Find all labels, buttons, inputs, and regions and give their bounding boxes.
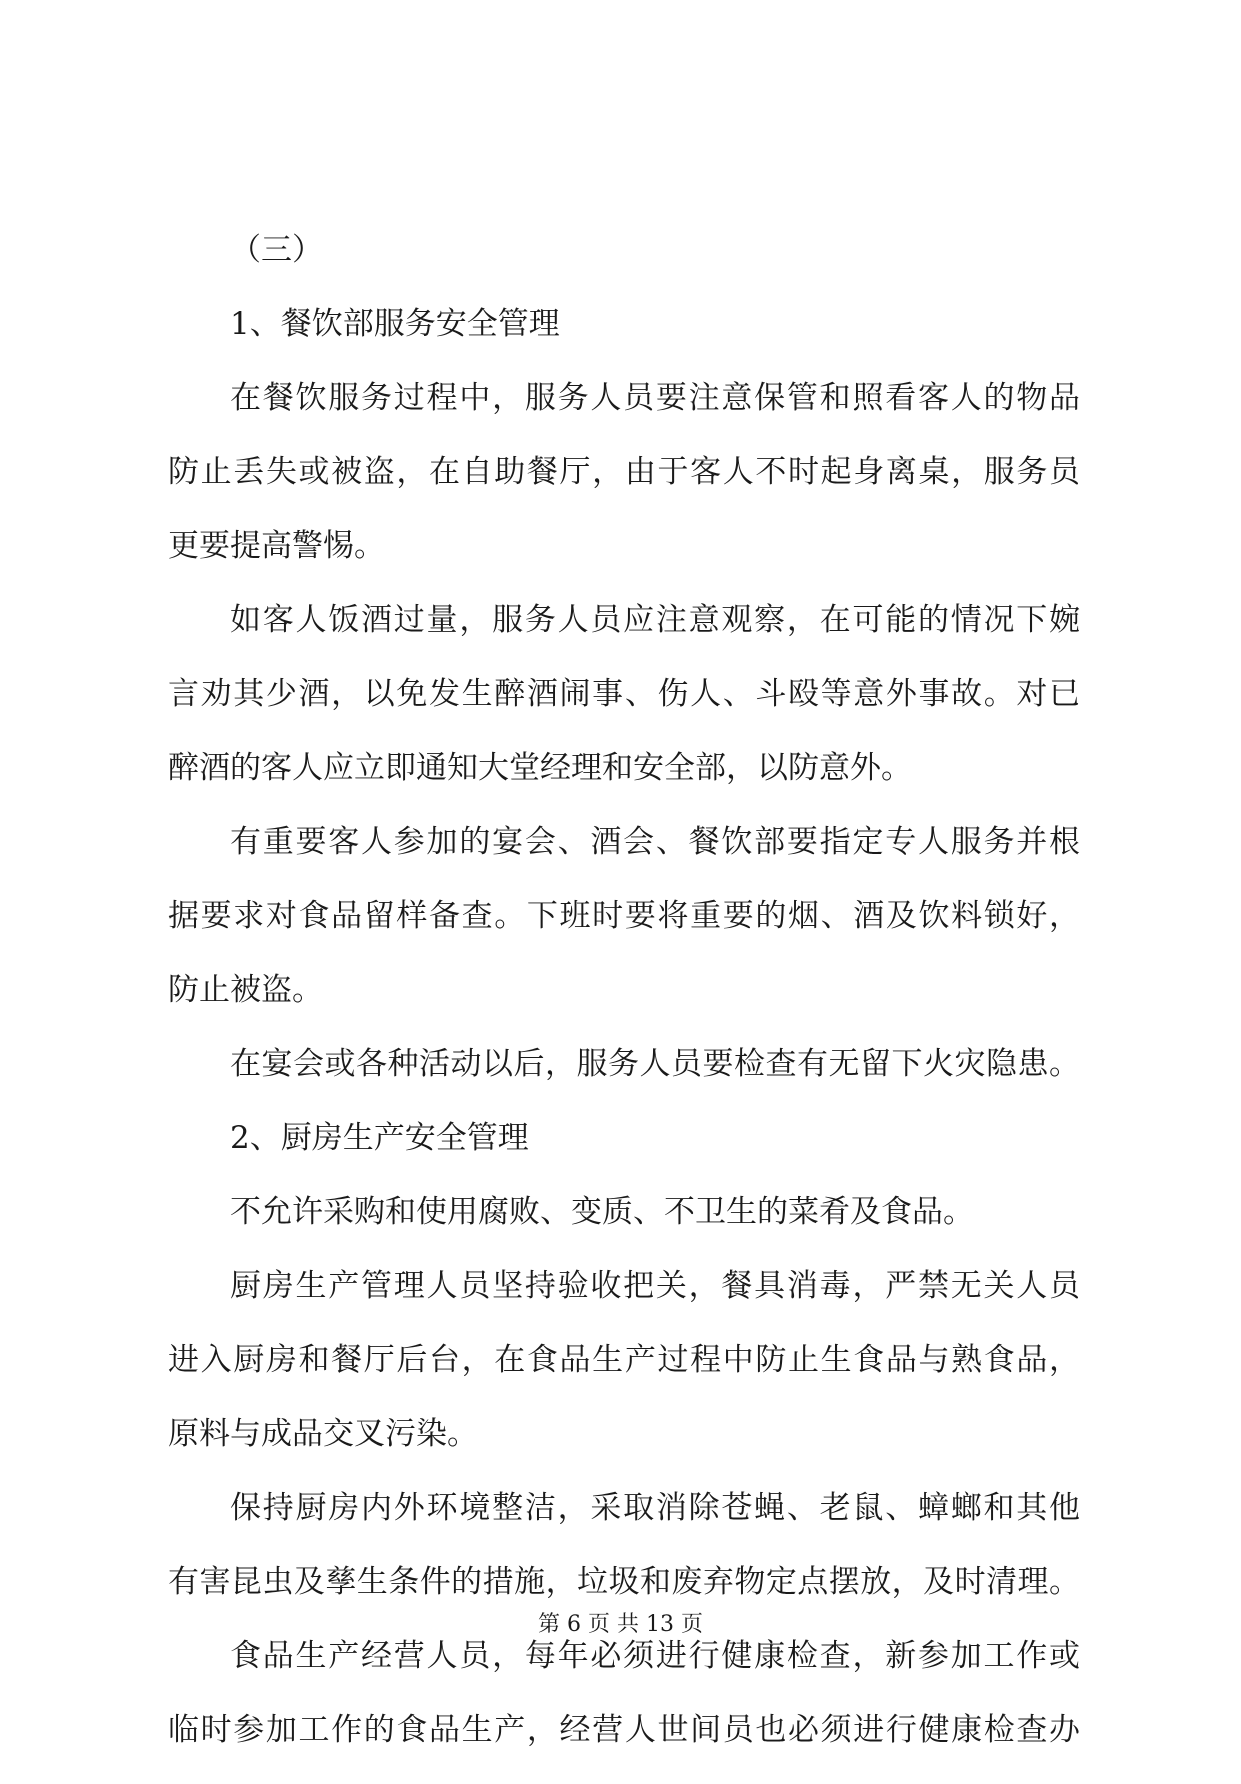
text-line: 不允许采购和使用腐败、变质、不卫生的菜肴及食品。 [230,1194,974,1230]
text-line: 有害昆虫及孳生条件的措施，垃圾和废弃物定点摆放，及时清理。 [168,1564,1080,1600]
text-line: 如客人饭酒过量，服务人员应注意观察，在可能的情况下婉 [230,602,1080,638]
text-line: 在宴会或各种活动以后，服务人员要检查有无留下火灾隐患。 [230,1046,1080,1082]
text-line: 在餐饮服务过程中，服务人员要注意保管和照看客人的物品 [230,380,1080,416]
text-line: 有重要客人参加的宴会、酒会、餐饮部要指定专人服务并根 [230,824,1080,860]
text-line: 保持厨房内外环境整洁，采取消除苍蝇、老鼠、蟑螂和其他 [230,1490,1080,1526]
text-line: 防止被盗。 [168,972,323,1008]
text-line: 进入厨房和餐厅后台，在食品生产过程中防止生食品与熟食品， [168,1342,1080,1378]
page-footer: 第 6 页 共 13 页 [538,1612,703,1637]
text-line: 1、餐饮部服务安全管理 [230,306,560,342]
text-line: （三） [230,232,323,268]
text-line: 防止丢失或被盗，在自助餐厅，由于客人不时起身离桌，服务员 [168,454,1080,490]
text-line: 醉酒的客人应立即通知大堂经理和安全部，以防意外。 [168,750,912,786]
text-line: 临时参加工作的食品生产，经营人世间员也必须进行健康检查办 [168,1712,1080,1748]
document-body [168,230,1080,1784]
text-line: 据要求对食品留样备查。下班时要将重要的烟、酒及饮料锁好， [168,898,1080,934]
text-line: 更要提高警惕。 [168,528,385,564]
text-line: 食品生产经营人员，每年必须进行健康检查，新参加工作或 [230,1638,1080,1674]
text-line: 厨房生产管理人员坚持验收把关，餐具消毒，严禁无关人员 [230,1268,1080,1304]
text-line: 原料与成品交叉污染。 [168,1416,478,1452]
text-line: 2、厨房生产安全管理 [230,1120,529,1156]
text-line: 言劝其少酒，以免发生醉酒闹事、伤人、斗殴等意外事故。对已 [168,676,1080,712]
